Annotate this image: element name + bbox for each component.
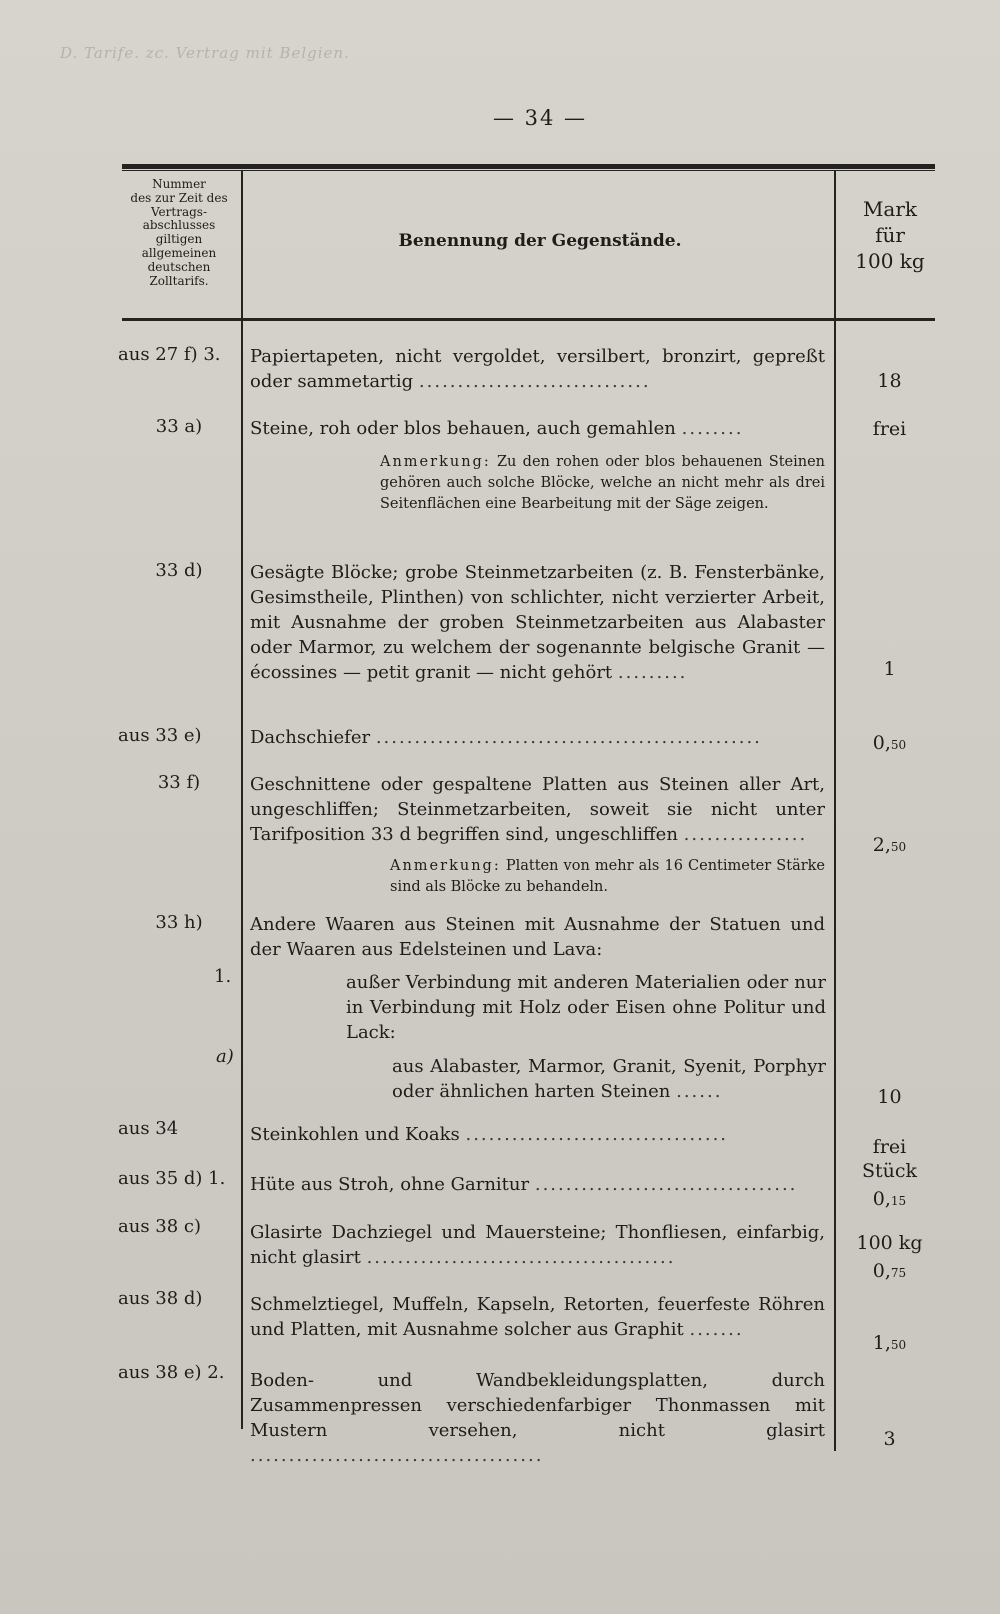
item-rate: 0,75	[872, 1260, 907, 1282]
table-top-rule	[122, 164, 935, 169]
column-divider-left	[241, 171, 243, 1429]
item-description: Steine, roh oder blos behauen, auch gemahlen ........	[250, 418, 744, 439]
tariff-number: 33 a)	[155, 416, 203, 437]
tariff-number: 33 h)	[155, 912, 203, 933]
item-description: Gesägte Blöcke; grobe Steinmetzarbeiten (z. B. Fensterbänke, Gesimstheile, Plinthen) von schlichter, nicht verzierter Arbeit, mit Ausnahme der groben Steinmetzarbeiten aus Alabaster oder Marmor, zu welchem der sogenannte belgische Granit — écossines — petit granit — nicht gehört .........	[250, 562, 825, 683]
item-rate: frei	[872, 418, 907, 440]
item-description: Andere Waaren aus Steinen mit Ausnahme der Statuen und der Waaren aus Edelsteinen und Lava:	[250, 914, 825, 960]
column-divider-right	[834, 171, 836, 1451]
item-description: Papiertapeten, nicht vergoldet, versilbert, bronzirt, gepreßt oder sammetartig ..............................	[250, 346, 825, 392]
header-tariff-number: Nummer des zur Zeit des Vertrags- abschlusses giltigen allgemeinen deutschen Zolltarifs.	[130, 177, 228, 288]
item-description: Steinkohlen und Koaks ..................................	[250, 1124, 729, 1145]
item-rate: 0,50	[872, 732, 907, 754]
header-designation: Benennung der Gegenstände.	[398, 231, 682, 251]
item-note: Anmerkung: Platten von mehr als 16 Centimeter Stärke sind als Blöcke zu behandeln.	[390, 858, 826, 895]
table-top-rule-thin	[122, 170, 935, 171]
header-rate: Mark für 100 kg	[855, 197, 925, 273]
item-rate: 1,50	[872, 1332, 907, 1354]
tariff-number: aus 38 d)	[118, 1288, 203, 1309]
item-description: Schmelztiegel, Muffeln, Kapseln, Retorten, feuerfeste Röhren und Platten, mit Ausnahme solcher aus Graphit .......	[250, 1294, 825, 1340]
subitem-description: aus Alabaster, Marmor, Granit, Syenit, Porphyr oder ähnlichen harten Steinen ......	[392, 1056, 826, 1102]
subitem-letter: a)	[216, 1046, 234, 1067]
item-description: Hüte aus Stroh, ohne Garnitur ..................................	[250, 1174, 798, 1195]
item-description: Dachschiefer ..................................................	[250, 727, 762, 748]
table-header-rule	[122, 318, 935, 321]
tariff-number: aus 35 d) 1.	[118, 1168, 226, 1189]
subitem-description: außer Verbindung mit anderen Materialien oder nur in Verbindung mit Holz oder Eisen ohne Politur und Lack:	[346, 972, 826, 1043]
tariff-number: aus 38 c)	[118, 1216, 202, 1237]
item-note: Anmerkung: Zu den rohen oder blos behauenen Steinen gehören auch solche Blöcke, welche an nicht mehr als drei Seitenflächen eine Bearbeitung mit der Säge zeigen.	[380, 454, 826, 512]
tariff-number: aus 34	[118, 1118, 179, 1139]
page-number: — 34 —	[492, 106, 588, 130]
tariff-number: 33 d)	[155, 560, 203, 581]
item-rate: frei	[872, 1136, 907, 1158]
item-rate: 1	[883, 658, 896, 680]
item-rate: 0,15	[872, 1188, 907, 1210]
bleed-through-text: D. Tarife. zc. Vertrag mit Belgien.	[60, 44, 350, 62]
item-rate: 3	[883, 1428, 896, 1450]
item-rate: 10	[877, 1086, 902, 1108]
tariff-number: 33 f)	[157, 772, 201, 793]
tariff-number: aus 27 f) 3.	[118, 344, 221, 365]
item-description: Glasirte Dachziegel und Mauersteine; Thonfliesen, einfarbig, nicht glasirt ........................................	[250, 1222, 825, 1268]
item-unit: 100 kg	[856, 1232, 923, 1254]
item-unit: Stück	[861, 1160, 918, 1182]
tariff-number: aus 33 e)	[118, 725, 202, 746]
item-description: Geschnittene oder gespaltene Platten aus Steinen aller Art, ungeschliffen; Steinmetzarbeiten, soweit sie nicht unter Tarifposition 33 d begriffen sind, ungeschliffen ................	[250, 774, 825, 845]
item-description: Boden- und Wandbekleidungsplatten, durch Zusammenpressen verschiedenfarbiger Thonmassen mit Mustern versehen, nicht glasirt ......................................	[250, 1370, 825, 1466]
tariff-number: aus 38 e) 2.	[118, 1362, 225, 1383]
item-rate: 18	[877, 370, 902, 392]
item-rate: 2,50	[872, 834, 907, 856]
subitem-number: 1.	[214, 966, 232, 987]
